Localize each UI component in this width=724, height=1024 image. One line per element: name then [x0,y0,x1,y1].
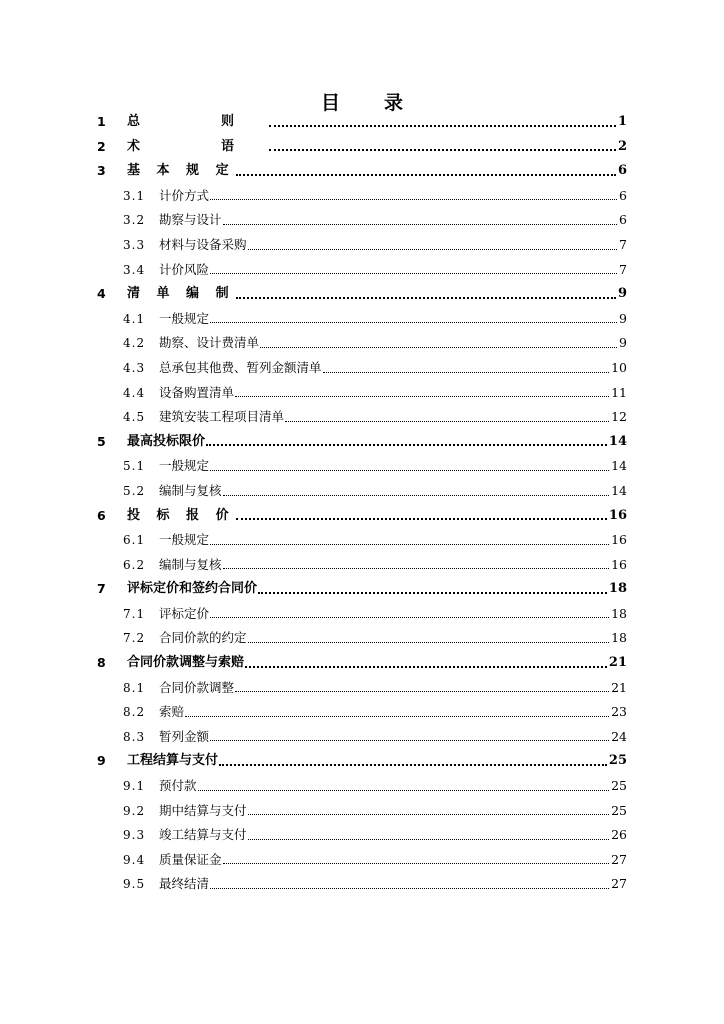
toc-entry-label: 术 语 [127,138,269,154]
toc-entry-page-number: 18 [611,630,627,646]
toc-entry-number: 6.2 [123,557,146,572]
toc-entry-number: 4.5 [123,410,146,425]
dot-leader [258,591,607,594]
dot-leader [236,173,616,176]
dot-leader [269,148,616,151]
dot-leader [285,420,609,422]
toc-entry-number: 3.4 [123,262,146,277]
toc-entry-page-number: 1 [617,114,627,129]
dot-leader [223,223,618,225]
toc-entry-page-number: 16 [611,532,627,548]
toc-entry-number: 4 [97,286,106,302]
dot-leader [323,371,610,373]
toc-chapter-entry[interactable] [97,282,627,307]
toc-entry-page-number: 25 [611,778,627,794]
toc-entry-number: 7.1 [123,606,146,621]
toc-entry-number: 6.1 [123,533,146,548]
toc-entry-number: 3.1 [123,188,146,203]
toc-entry-page-number: 7 [619,261,627,277]
toc-entry-page-number: 9 [619,335,627,351]
toc-section-entry[interactable] [97,258,627,283]
toc-entry-page-number: 7 [619,236,627,252]
toc-section-entry[interactable] [97,823,627,848]
toc-entry-page-number: 6 [617,163,627,179]
toc-entry-page-number: 9 [619,310,627,326]
dot-leader [248,838,610,840]
dot-leader [219,763,607,766]
dot-leader [210,321,617,323]
dot-leader [260,346,617,348]
toc-entry-label: 投 标 报 价 [127,507,235,523]
toc-chapter-entry[interactable] [97,504,627,529]
dot-leader [248,813,610,815]
toc-section-entry[interactable] [97,307,627,332]
toc-section-entry[interactable] [97,208,627,233]
toc-entry-label: 暂列金额 [159,728,210,744]
toc-section-entry[interactable] [97,848,627,873]
toc-entry-number: 9.2 [123,803,146,818]
toc-entry-number: 4.2 [123,336,146,351]
toc-entry-page-number: 18 [611,605,627,621]
toc-entry-page-number: 18 [608,581,627,597]
toc-entry-label: 预付款 [159,778,197,794]
toc-entry-number: 7.2 [123,631,146,646]
toc-section-entry[interactable] [97,872,627,897]
toc-section-entry[interactable] [97,774,627,799]
toc-entry-page-number: 16 [611,556,627,572]
toc-entry-label: 质量保证金 [159,851,222,867]
toc-entry-label: 索赔 [159,704,185,720]
toc-section-entry[interactable] [97,700,627,725]
toc-entry-label: 总 则 [127,114,269,129]
toc-entry-label: 评标定价 [159,605,210,621]
toc-entry-number: 9.5 [123,877,146,892]
toc-chapter-entry[interactable] [97,159,627,184]
toc-chapter-entry[interactable] [97,577,627,602]
toc-chapter-entry[interactable] [97,135,627,160]
toc-list [97,110,627,897]
toc-entry-number: 2 [97,138,106,154]
toc-entry-number: 9.3 [123,828,146,843]
toc-section-entry[interactable] [97,381,627,406]
dot-leader [235,395,609,397]
toc-section-entry[interactable] [97,356,627,381]
toc-section-entry[interactable] [97,331,627,356]
dot-leader [210,469,609,471]
toc-entry-page-number: 21 [608,655,627,671]
toc-entry-label: 清 单 编 制 [127,286,235,302]
dot-leader [210,739,609,741]
dot-leader [223,567,610,569]
toc-entry-label: 编制与复核 [159,556,222,572]
toc-entry-number: 3.3 [123,237,146,252]
toc-entry-label: 总承包其他费、暂列金额清单 [159,359,322,375]
toc-entry-page-number: 12 [611,409,627,425]
toc-entry-number: 8.3 [123,729,146,744]
toc-entry-label: 编制与复核 [159,482,222,498]
toc-title-part-1: 目 [320,92,340,114]
toc-entry-page-number: 23 [611,704,627,720]
dot-leader [206,443,607,446]
toc-entry-label: 合同价款的约定 [159,630,247,646]
toc-entry-number: 9 [97,753,106,769]
toc-section-entry[interactable] [97,602,627,627]
toc-entry-label: 评标定价和签约合同价 [127,581,258,597]
toc-entry-label: 计价风险 [159,261,210,277]
toc-entry-page-number: 14 [611,458,627,474]
toc-entry-page-number: 6 [619,212,627,228]
toc-entry-label: 勘察与设计 [159,212,222,228]
dot-leader [236,296,616,299]
dot-leader [245,665,607,668]
toc-entry-page-number: 14 [611,482,627,498]
toc-section-entry[interactable] [97,454,627,479]
toc-entry-page-number: 11 [611,384,627,400]
toc-title-part-2: 录 [384,92,404,114]
dot-leader [210,887,609,889]
toc-entry-number: 4.1 [123,311,146,326]
toc-entry-label: 合同价款调整与索赔 [127,655,245,671]
dot-leader [210,198,617,200]
toc-chapter-entry[interactable] [97,749,627,774]
toc-entry-label: 期中结算与支付 [159,802,247,818]
dot-leader [269,124,616,127]
toc-section-entry[interactable] [97,528,627,553]
toc-entry-page-number: 21 [611,679,627,695]
toc-section-entry[interactable] [97,626,627,651]
toc-entry-label: 工程结算与支付 [127,753,219,769]
toc-entry-number: 8 [97,655,106,671]
dot-leader [248,641,610,643]
toc-chapter-entry[interactable] [97,430,627,455]
toc-entry-number: 1 [97,114,106,129]
toc-entry-number: 3 [97,163,106,179]
toc-entry-label: 一般规定 [159,310,210,326]
toc-entry-label: 最高投标限价 [127,433,206,449]
toc-entry-number: 4.3 [123,360,146,375]
toc-entry-number: 6 [97,507,106,523]
toc-entry-page-number: 9 [617,286,627,302]
toc-chapter-entry[interactable] [97,651,627,676]
toc-section-entry[interactable] [97,479,627,504]
toc-entry-number: 7 [97,581,106,597]
toc-entry-page-number: 25 [611,802,627,818]
toc-entry-page-number: 24 [611,728,627,744]
toc-entry-number: 8.1 [123,680,146,695]
toc-entry-number: 5 [97,433,106,449]
toc-entry-label: 基 本 规 定 [127,163,235,179]
toc-entry-number: 9.4 [123,852,146,867]
toc-section-entry[interactable] [97,405,627,430]
toc-section-entry[interactable] [97,676,627,701]
toc-entry-page-number: 27 [611,876,627,892]
toc-entry-label: 一般规定 [159,532,210,548]
toc-chapter-entry[interactable] [97,110,627,135]
dot-leader [223,494,610,496]
dot-leader [210,272,617,274]
toc-entry-number: 8.2 [123,705,146,720]
toc-entry-number: 9.1 [123,779,146,794]
toc-entry-number: 5.2 [123,483,146,498]
toc-entry-label: 一般规定 [159,458,210,474]
toc-entry-page-number: 27 [611,851,627,867]
toc-entry-page-number: 6 [619,187,627,203]
toc-entry-label: 建筑安装工程项目清单 [159,409,285,425]
toc-entry-label: 最终结清 [159,876,210,892]
dot-leader [198,789,610,791]
dot-leader [223,862,610,864]
toc-section-entry[interactable] [97,184,627,209]
toc-section-entry[interactable] [97,553,627,578]
dot-leader [236,517,607,520]
toc-entry-page-number: 16 [608,507,627,523]
toc-entry-number: 5.1 [123,459,146,474]
toc-section-entry[interactable] [97,725,627,750]
toc-entry-page-number: 26 [611,827,627,843]
toc-entry-label: 设备购置清单 [159,384,235,400]
toc-entry-label: 合同价款调整 [159,679,235,695]
toc-entry-number: 3.2 [123,213,146,228]
toc-section-entry[interactable] [97,233,627,258]
toc-entry-page-number: 25 [608,753,627,769]
dot-leader [210,543,609,545]
toc-entry-label: 计价方式 [159,187,210,203]
dot-leader [185,715,609,717]
toc-entry-page-number: 2 [617,138,627,154]
dot-leader [248,248,618,250]
toc-entry-page-number: 10 [611,359,627,375]
toc-section-entry[interactable] [97,799,627,824]
dot-leader [210,616,609,618]
toc-entry-label: 勘察、设计费清单 [159,335,260,351]
toc-entry-page-number: 14 [608,433,627,449]
toc-entry-label: 材料与设备采购 [159,236,247,252]
dot-leader [235,690,609,692]
toc-entry-label: 竣工结算与支付 [159,827,247,843]
toc-entry-number: 4.4 [123,385,146,400]
